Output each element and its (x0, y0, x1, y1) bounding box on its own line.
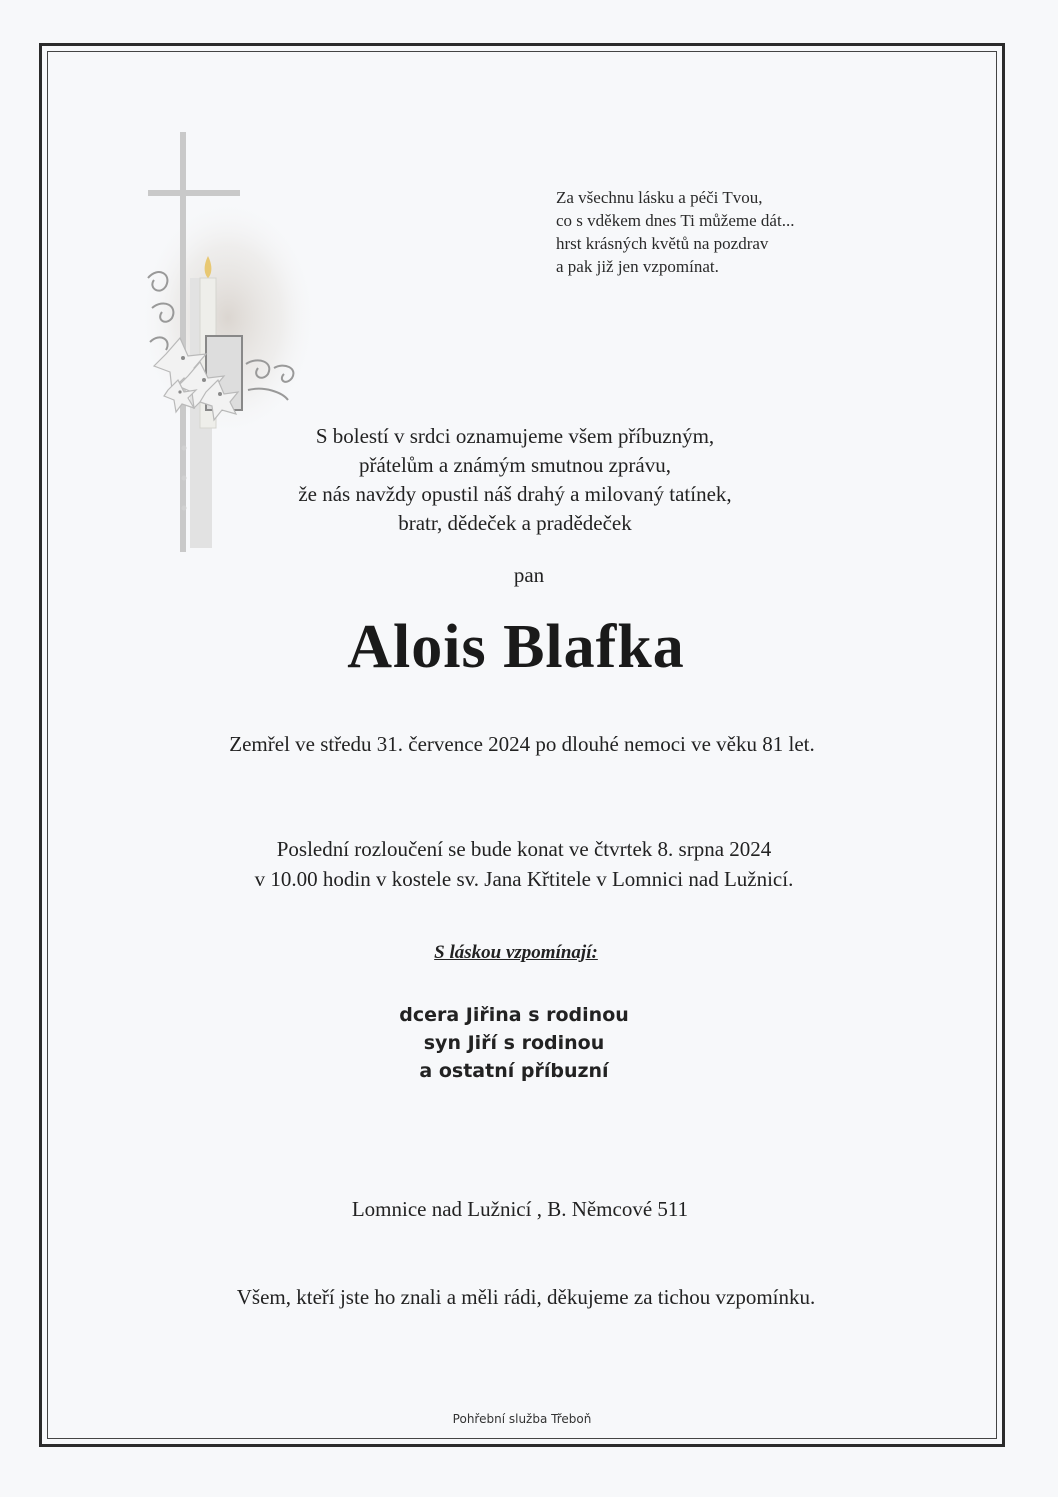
announcement-line: S bolestí v srdci oznamujeme všem příbuzným, (315, 424, 715, 448)
verse-line: a pak již jen vzpomínat. (556, 257, 719, 276)
mourner-line: syn Jiří s rodinou (423, 1032, 605, 1054)
thanks-line: Všem, kteří jste ho znali a měli rádi, děkujeme za tichou vzpomínku. (236, 1285, 816, 1309)
death-notice: Zemřel ve středu 31. července 2024 po dlouhé nemoci ve věku 81 let. (229, 732, 815, 756)
mourners-heading: S láskou vzpomínají: (434, 942, 598, 963)
death-announcement (200, 422, 830, 538)
title-word: pan (513, 563, 545, 587)
verse-line: Za všechnu lásku a péči Tvou, (556, 188, 763, 207)
mourner-line: a ostatní příbuzní (419, 1060, 609, 1082)
mourner-line: dcera Jiřina s rodinou (399, 1004, 629, 1026)
funeral-details (0, 834, 1048, 894)
funeral-line: Poslední rozloučení se bude konat ve čtvrtek 8. srpna 2024 (276, 837, 772, 861)
address: Lomnice nad Lužnicí , B. Němcové 511 (351, 1197, 689, 1221)
mourners-list (0, 1001, 1028, 1085)
verse-line: hrst krásných květů na pozdrav (556, 234, 769, 253)
verse-line: co s vděkem dnes Ti můžeme dát... (556, 211, 795, 230)
memorial-verse (556, 186, 856, 278)
funeral-line: v 10.00 hodin v kostele sv. Jana Křtitele v Lomnici nad Lužnicí. (254, 867, 794, 891)
announcement-line: že nás navždy opustil náš drahý a milovaný tatínek, (298, 482, 732, 506)
announcement-line: přátelům a známým smutnou zprávu, (359, 453, 671, 477)
deceased-name: Alois Blafka (347, 613, 685, 681)
announcement-line: bratr, dědeček a pradědeček (398, 511, 632, 535)
funeral-service-name: Pohřební služba Třeboň (452, 1412, 592, 1426)
